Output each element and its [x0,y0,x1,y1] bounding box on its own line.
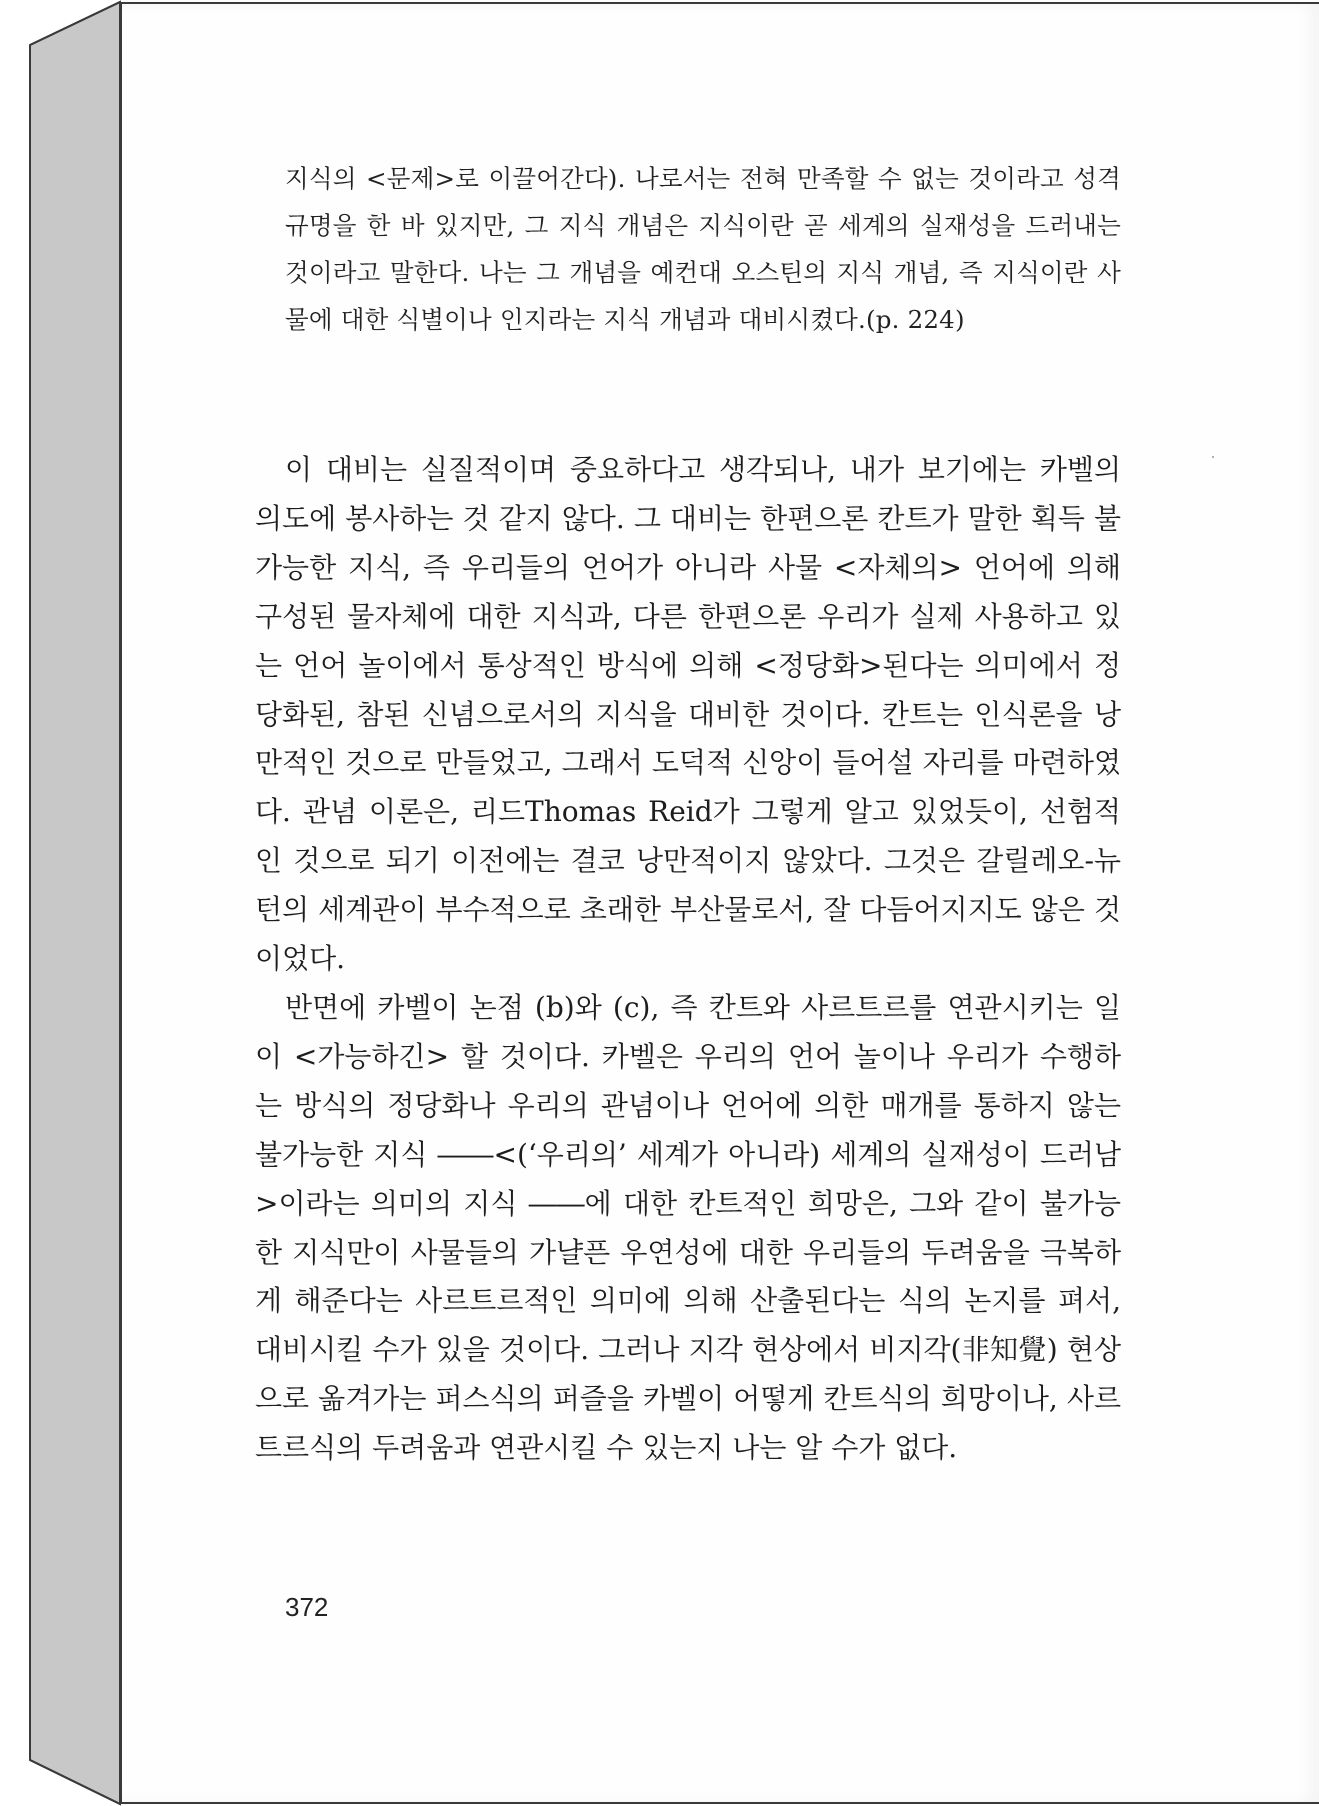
paragraph-1: 이 대비는 실질적이며 중요하다고 생각되나, 내가 보기에는 카벨의 의도에 봉사하는 것 같지 않다. 그 대비는 한편으론 칸트가 말한 획득 불가능한 지식, 즉 우리들의 언어가 아니라 사물 <자체의> 언어에 의해 구성된 물자체에 대한 지식과, 다른 한편으론 우리가 실제 사용하고 있는 언어 놀이에서 통상적인 방식에 의해 <정당화>된다는 의미에서 정당화된, 참된 신념으로서의 지식을 대비한 것이다. 칸트는 인식론을 낭만적인 것으로 만들었고, 그래서 도덕적 신앙이 들어설 자리를 마련하였다. 관념 이론은, 리드Thomas Reid가 그렇게 알고 있었듯이, 선험적인 것으로 되기 이전에는 결코 낭만적이지 않았다. 그것은 갈릴레오-뉴턴의 세계관이 부수적으로 초래한 부산물로서, 잘 다듬어지지도 않은 것이었다. [255,453,1121,976]
paper-speck [1212,456,1214,458]
block-quote [285,155,1121,343]
book-spine [0,0,130,1806]
body-text [255,446,1121,1473]
quote-text: 지식의 <문제>로 이끌어간다). 나로서는 전혀 만족할 수 없는 것이라고 성격 규명을 한 바 있지만, 그 지식 개념은 지식이란 곧 세계의 실재성을 드러내는 것이라고 말한다. 나는 그 개념을 예컨대 오스틴의 지식 개념, 즉 지식이란 사물에 대한 식별이나 인지라는 지식 개념과 대비시켰다.(p. 224) [285,164,1121,334]
page-number: 372 [285,1592,329,1622]
paragraph-2: 반면에 카벨이 논점 (b)와 (c), 즉 칸트와 사르트르를 연관시키는 일이 <가능하긴> 할 것이다. 카벨은 우리의 언어 놀이나 우리가 수행하는 방식의 정당화나 우리의 관념이나 언어에 의한 매개를 통하지 않는 불가능한 지식 ――<(‘우리의’ 세계가 아니라) 세계의 실재성이 드러남>이라는 의미의 지식 ――에 대한 칸트적인 희망은, 그와 같이 불가능한 지식만이 사물들의 가냘픈 우연성에 대한 우리들의 두려움을 극복하게 해준다는 사르트르적인 의미에 의해 산출된다는 식의 논지를 펴서, 대비시킬 수가 있을 것이다. 그러나 지각 현상에서 비지각(非知覺) 현상으로 옮겨가는 퍼스식의 퍼즐을 카벨이 어떻게 칸트식의 희망이나, 사르트르식의 두려움과 연관시킬 수 있는지 나는 알 수가 없다. [255,990,1121,1465]
spine-face [30,2,120,1804]
